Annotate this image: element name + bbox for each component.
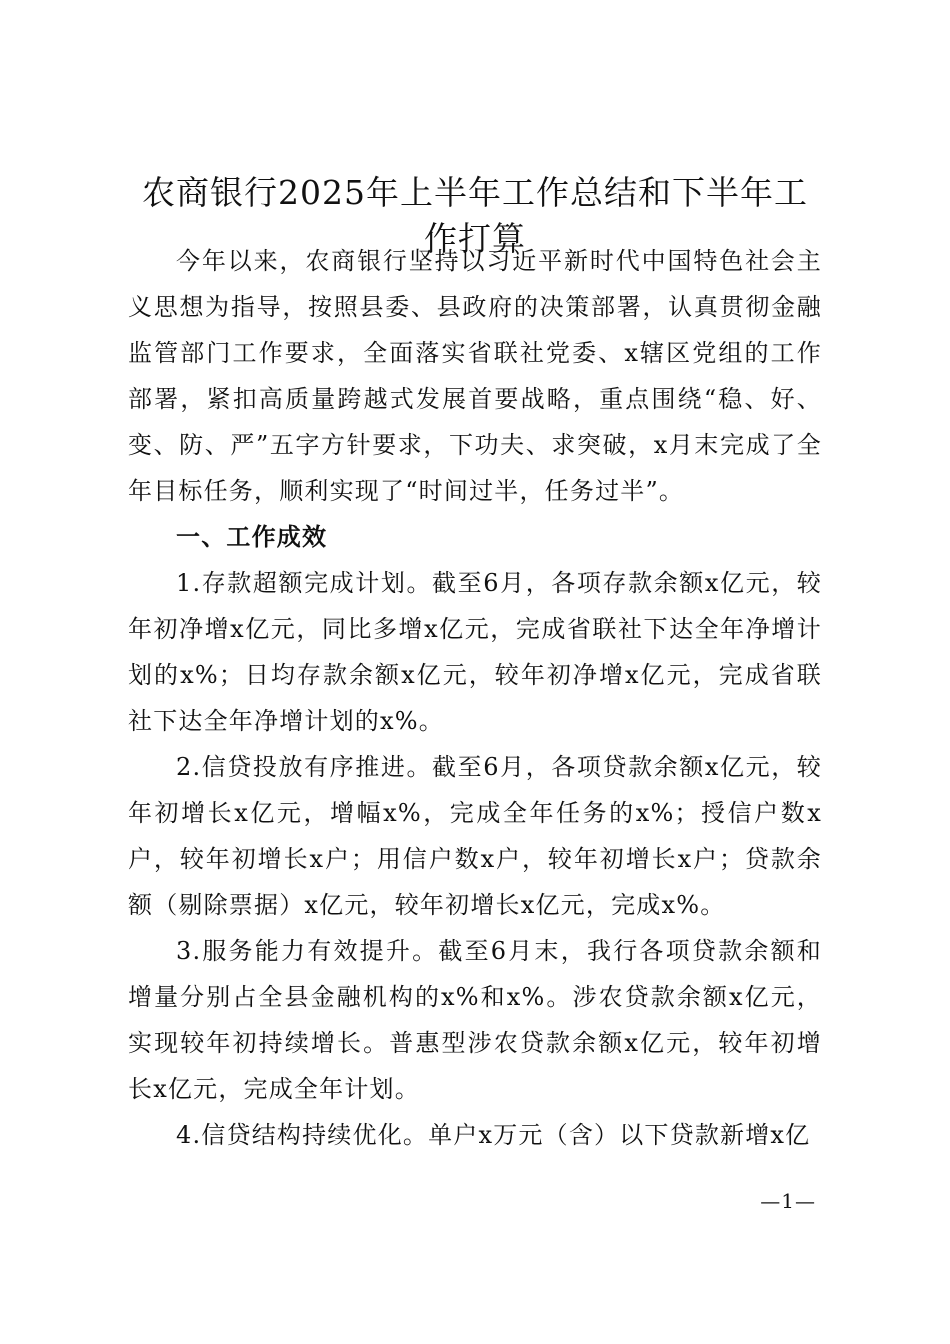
paragraph-credit: 2.信贷投放有序推进。截至6月，各项贷款余额x亿元，较年初增长x亿元，增幅x%，完成全年任务的x%；授信户数x户，较年初增长x户；用信户数x户，较年初增长x户；贷款余额（剔除票据）x亿元，较年初增长x亿元，完成x%。: [128, 753, 822, 919]
paragraph-structure: 4.信贷结构持续优化。单户x万元（含）以下贷款新增x亿: [176, 1121, 811, 1149]
intro-paragraph: 今年以来，农商银行坚持以习近平新时代中国特色社会主义思想为指导，按照县委、县政府的决策部署，认真贯彻金融监管部门工作要求，全面落实省联社党委、x辖区党组的工作部署，紧扣高质量跨越式发展首要战略，重点围绕“稳、好、变、防、严”五字方针要求，下功夫、求突破，x月末完成了全年目标任务，顺利实现了“时间过半，任务过半”。: [128, 247, 822, 505]
document-title: 农商银行2025年上半年工作总结和下半年工作打算: [142, 173, 808, 258]
document-body: [128, 238, 822, 1158]
page-number: —1—: [760, 1189, 816, 1213]
paragraph-deposits: 1.存款超额完成计划。截至6月，各项存款余额x亿元，较年初净增x亿元，同比多增x亿元，完成省联社下达全年净增计划的x%；日均存款余额x亿元，较年初净增x亿元，完成省联社下达全年净增计划的x%。: [128, 569, 822, 735]
paragraph-service: 3.服务能力有效提升。截至6月末，我行各项贷款余额和增量分别占全县金融机构的x%和x%。涉农贷款余额x亿元，实现较年初持续增长。普惠型涉农贷款余额x亿元，较年初增长x亿元，完成全年计划。: [128, 937, 822, 1103]
section-heading: 一、工作成效: [176, 523, 328, 551]
